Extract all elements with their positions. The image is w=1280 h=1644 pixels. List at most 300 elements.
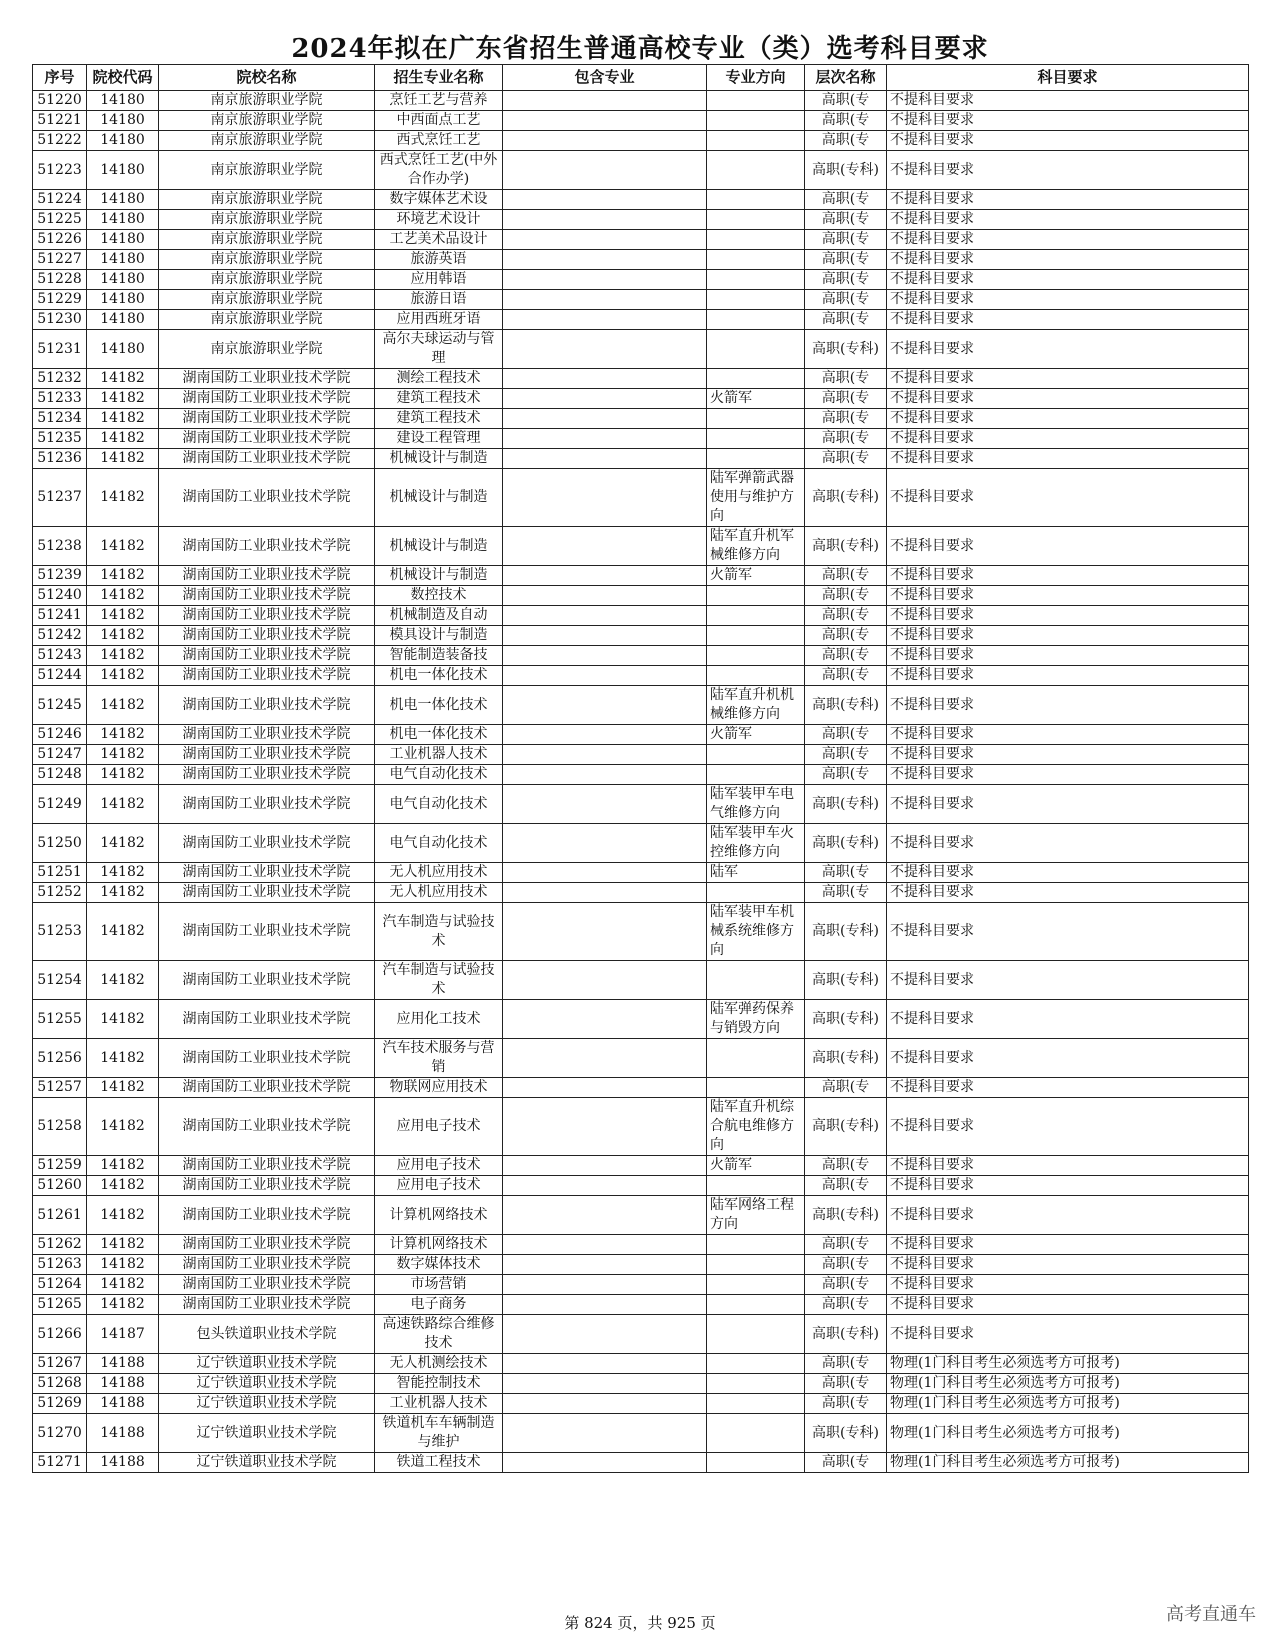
direction-cell: 火箭军 <box>707 566 805 586</box>
major-name-cell: 应用韩语 <box>375 270 503 290</box>
subject-requirement-cell: 不提科目要求 <box>887 1275 1249 1295</box>
school-name-cell: 湖南国防工业职业技术学院 <box>159 449 375 469</box>
school-code-cell: 14182 <box>87 745 159 765</box>
seq-cell: 51265 <box>33 1295 87 1315</box>
included-majors-cell <box>503 1394 707 1414</box>
school-name-cell: 湖南国防工业职业技术学院 <box>159 527 375 566</box>
table-row <box>33 230 1249 250</box>
direction-cell <box>707 1255 805 1275</box>
seq-cell: 51259 <box>33 1156 87 1176</box>
table-row <box>33 449 1249 469</box>
included-majors-cell <box>503 151 707 190</box>
school-name-cell: 湖南国防工业职业技术学院 <box>159 1196 375 1235</box>
major-name-cell: 工艺美术品设计 <box>375 230 503 250</box>
level-cell: 高职(专科) <box>805 1098 887 1156</box>
direction-cell <box>707 1315 805 1354</box>
subject-requirement-cell: 不提科目要求 <box>887 1176 1249 1196</box>
included-majors-cell <box>503 1078 707 1098</box>
school-code-cell: 14182 <box>87 449 159 469</box>
table-row <box>33 1000 1249 1039</box>
school-name-cell: 辽宁铁道职业技术学院 <box>159 1394 375 1414</box>
major-name-cell: 高尔夫球运动与管理 <box>375 330 503 369</box>
major-name-cell: 汽车技术服务与营销 <box>375 1039 503 1078</box>
major-name-cell: 铁道工程技术 <box>375 1453 503 1473</box>
direction-cell <box>707 330 805 369</box>
seq-cell: 51260 <box>33 1176 87 1196</box>
major-name-cell: 工业机器人技术 <box>375 1394 503 1414</box>
major-name-cell: 建设工程管理 <box>375 429 503 449</box>
included-majors-cell <box>503 91 707 111</box>
school-name-cell: 湖南国防工业职业技术学院 <box>159 1098 375 1156</box>
table-row <box>33 151 1249 190</box>
table-row <box>33 1354 1249 1374</box>
direction-cell <box>707 190 805 210</box>
direction-cell <box>707 230 805 250</box>
subject-requirement-cell: 不提科目要求 <box>887 389 1249 409</box>
table-row <box>33 330 1249 369</box>
school-name-cell: 南京旅游职业学院 <box>159 310 375 330</box>
level-cell: 高职(专 <box>805 883 887 903</box>
table-row <box>33 961 1249 1000</box>
direction-cell <box>707 765 805 785</box>
subject-requirement-cell: 不提科目要求 <box>887 626 1249 646</box>
seq-cell: 51269 <box>33 1394 87 1414</box>
school-code-cell: 14180 <box>87 290 159 310</box>
included-majors-cell <box>503 469 707 527</box>
level-cell: 高职(专 <box>805 725 887 745</box>
school-code-cell: 14182 <box>87 1156 159 1176</box>
seq-cell: 51221 <box>33 111 87 131</box>
school-code-cell: 14182 <box>87 586 159 606</box>
included-majors-cell <box>503 1000 707 1039</box>
included-majors-cell <box>503 369 707 389</box>
seq-cell: 51256 <box>33 1039 87 1078</box>
subject-requirement-cell: 不提科目要求 <box>887 91 1249 111</box>
major-name-cell: 市场营销 <box>375 1275 503 1295</box>
major-name-cell: 智能制造装备技 <box>375 646 503 666</box>
table-row <box>33 1098 1249 1156</box>
direction-cell: 陆军装甲车火控维修方向 <box>707 824 805 863</box>
direction-cell <box>707 270 805 290</box>
direction-cell <box>707 666 805 686</box>
subject-requirement-cell: 物理(1门科目考生必须选考方可报考) <box>887 1374 1249 1394</box>
school-name-cell: 南京旅游职业学院 <box>159 111 375 131</box>
table-row <box>33 1315 1249 1354</box>
level-cell: 高职(专 <box>805 250 887 270</box>
school-name-cell: 湖南国防工业职业技术学院 <box>159 586 375 606</box>
school-name-cell: 湖南国防工业职业技术学院 <box>159 745 375 765</box>
table-row <box>33 131 1249 151</box>
direction-cell <box>707 961 805 1000</box>
school-name-cell: 辽宁铁道职业技术学院 <box>159 1414 375 1453</box>
table-row <box>33 666 1249 686</box>
seq-cell: 51245 <box>33 686 87 725</box>
subject-requirement-cell: 不提科目要求 <box>887 190 1249 210</box>
major-name-cell: 机械设计与制造 <box>375 527 503 566</box>
table-row <box>33 1453 1249 1473</box>
level-cell: 高职(专科) <box>805 1039 887 1078</box>
major-name-cell: 应用电子技术 <box>375 1098 503 1156</box>
major-name-cell: 数控技术 <box>375 586 503 606</box>
level-cell: 高职(专 <box>805 1156 887 1176</box>
level-cell: 高职(专 <box>805 409 887 429</box>
seq-cell: 51254 <box>33 961 87 1000</box>
subject-requirement-cell: 不提科目要求 <box>887 765 1249 785</box>
subject-requirement-cell: 不提科目要求 <box>887 1156 1249 1176</box>
included-majors-cell <box>503 330 707 369</box>
included-majors-cell <box>503 785 707 824</box>
major-name-cell: 电气自动化技术 <box>375 765 503 785</box>
table-row <box>33 745 1249 765</box>
school-code-cell: 14182 <box>87 1039 159 1078</box>
table-row <box>33 111 1249 131</box>
included-majors-cell <box>503 210 707 230</box>
school-name-cell: 湖南国防工业职业技术学院 <box>159 369 375 389</box>
subject-requirement-cell: 不提科目要求 <box>887 725 1249 745</box>
seq-cell: 51247 <box>33 745 87 765</box>
table-row <box>33 429 1249 449</box>
table-row <box>33 586 1249 606</box>
subject-requirement-cell: 不提科目要求 <box>887 824 1249 863</box>
school-code-cell: 14180 <box>87 330 159 369</box>
major-name-cell: 应用电子技术 <box>375 1156 503 1176</box>
table-row <box>33 863 1249 883</box>
level-cell: 高职(专科) <box>805 330 887 369</box>
included-majors-cell <box>503 1039 707 1078</box>
col-header-school-name: 院校名称 <box>159 65 375 91</box>
school-code-cell: 14180 <box>87 230 159 250</box>
table-row <box>33 1394 1249 1414</box>
school-name-cell: 南京旅游职业学院 <box>159 290 375 310</box>
seq-cell: 51230 <box>33 310 87 330</box>
direction-cell: 陆军网络工程方向 <box>707 1196 805 1235</box>
level-cell: 高职(专 <box>805 310 887 330</box>
level-cell: 高职(专科) <box>805 1414 887 1453</box>
col-header-seq: 序号 <box>33 65 87 91</box>
subject-requirement-cell: 不提科目要求 <box>887 310 1249 330</box>
school-name-cell: 南京旅游职业学院 <box>159 91 375 111</box>
direction-cell: 陆军直升机综合航电维修方向 <box>707 1098 805 1156</box>
seq-cell: 51235 <box>33 429 87 449</box>
table-row <box>33 626 1249 646</box>
level-cell: 高职(专科) <box>805 151 887 190</box>
direction-cell <box>707 1176 805 1196</box>
included-majors-cell <box>503 409 707 429</box>
subject-requirement-cell: 不提科目要求 <box>887 686 1249 725</box>
school-code-cell: 14188 <box>87 1354 159 1374</box>
direction-cell <box>707 1414 805 1453</box>
subject-requirement-cell: 不提科目要求 <box>887 1255 1249 1275</box>
included-majors-cell <box>503 230 707 250</box>
col-header-major-name: 招生专业名称 <box>375 65 503 91</box>
school-code-cell: 14182 <box>87 369 159 389</box>
major-name-cell: 机电一体化技术 <box>375 725 503 745</box>
included-majors-cell <box>503 527 707 566</box>
school-name-cell: 湖南国防工业职业技术学院 <box>159 785 375 824</box>
seq-cell: 51267 <box>33 1354 87 1374</box>
level-cell: 高职(专 <box>805 745 887 765</box>
table-row <box>33 646 1249 666</box>
subject-requirement-cell: 不提科目要求 <box>887 863 1249 883</box>
school-code-cell: 14180 <box>87 91 159 111</box>
col-header-included-majors: 包含专业 <box>503 65 707 91</box>
table-row <box>33 883 1249 903</box>
level-cell: 高职(专 <box>805 91 887 111</box>
school-name-cell: 湖南国防工业职业技术学院 <box>159 686 375 725</box>
level-cell: 高职(专 <box>805 646 887 666</box>
school-code-cell: 14182 <box>87 765 159 785</box>
major-name-cell: 建筑工程技术 <box>375 409 503 429</box>
included-majors-cell <box>503 429 707 449</box>
included-majors-cell <box>503 824 707 863</box>
subject-requirement-cell: 不提科目要求 <box>887 131 1249 151</box>
included-majors-cell <box>503 1275 707 1295</box>
major-name-cell: 机械设计与制造 <box>375 566 503 586</box>
subject-requirement-cell: 不提科目要求 <box>887 606 1249 626</box>
school-name-cell: 辽宁铁道职业技术学院 <box>159 1453 375 1473</box>
subject-requirement-cell: 不提科目要求 <box>887 903 1249 961</box>
school-code-cell: 14182 <box>87 666 159 686</box>
school-name-cell: 湖南国防工业职业技术学院 <box>159 429 375 449</box>
school-code-cell: 14182 <box>87 961 159 1000</box>
seq-cell: 51249 <box>33 785 87 824</box>
col-header-direction: 专业方向 <box>707 65 805 91</box>
level-cell: 高职(专科) <box>805 1000 887 1039</box>
seq-cell: 51263 <box>33 1255 87 1275</box>
direction-cell: 火箭军 <box>707 1156 805 1176</box>
included-majors-cell <box>503 111 707 131</box>
subject-requirement-cell: 不提科目要求 <box>887 111 1249 131</box>
direction-cell <box>707 1235 805 1255</box>
direction-cell <box>707 1039 805 1078</box>
school-code-cell: 14182 <box>87 1078 159 1098</box>
school-code-cell: 14188 <box>87 1453 159 1473</box>
direction-cell: 陆军装甲车机械系统维修方向 <box>707 903 805 961</box>
major-name-cell: 应用西班牙语 <box>375 310 503 330</box>
school-name-cell: 湖南国防工业职业技术学院 <box>159 1039 375 1078</box>
direction-cell: 陆军 <box>707 863 805 883</box>
school-name-cell: 湖南国防工业职业技术学院 <box>159 409 375 429</box>
school-code-cell: 14182 <box>87 1098 159 1156</box>
included-majors-cell <box>503 1156 707 1176</box>
school-name-cell: 湖南国防工业职业技术学院 <box>159 1078 375 1098</box>
level-cell: 高职(专 <box>805 190 887 210</box>
seq-cell: 51229 <box>33 290 87 310</box>
school-code-cell: 14182 <box>87 1295 159 1315</box>
school-name-cell: 湖南国防工业职业技术学院 <box>159 1235 375 1255</box>
seq-cell: 51241 <box>33 606 87 626</box>
level-cell: 高职(专 <box>805 586 887 606</box>
school-code-cell: 14182 <box>87 686 159 725</box>
subject-requirement-cell: 不提科目要求 <box>887 1000 1249 1039</box>
table-row <box>33 765 1249 785</box>
included-majors-cell <box>503 725 707 745</box>
school-name-cell: 南京旅游职业学院 <box>159 230 375 250</box>
level-cell: 高职(专 <box>805 389 887 409</box>
school-code-cell: 14180 <box>87 250 159 270</box>
direction-cell <box>707 151 805 190</box>
school-name-cell: 南京旅游职业学院 <box>159 210 375 230</box>
seq-cell: 51244 <box>33 666 87 686</box>
major-name-cell: 旅游英语 <box>375 250 503 270</box>
seq-cell: 51233 <box>33 389 87 409</box>
level-cell: 高职(专科) <box>805 686 887 725</box>
included-majors-cell <box>503 1255 707 1275</box>
major-name-cell: 机电一体化技术 <box>375 686 503 725</box>
school-name-cell: 湖南国防工业职业技术学院 <box>159 725 375 745</box>
requirements-table <box>32 64 1249 1473</box>
direction-cell <box>707 290 805 310</box>
seq-cell: 51239 <box>33 566 87 586</box>
included-majors-cell <box>503 1414 707 1453</box>
school-code-cell: 14187 <box>87 1315 159 1354</box>
subject-requirement-cell: 不提科目要求 <box>887 1098 1249 1156</box>
major-name-cell: 中西面点工艺 <box>375 111 503 131</box>
table-row <box>33 824 1249 863</box>
table-row <box>33 903 1249 961</box>
included-majors-cell <box>503 310 707 330</box>
level-cell: 高职(专科) <box>805 961 887 1000</box>
level-cell: 高职(专 <box>805 1295 887 1315</box>
level-cell: 高职(专科) <box>805 824 887 863</box>
major-name-cell: 旅游日语 <box>375 290 503 310</box>
level-cell: 高职(专 <box>805 230 887 250</box>
seq-cell: 51246 <box>33 725 87 745</box>
direction-cell: 陆军弹药保养与销毁方向 <box>707 1000 805 1039</box>
direction-cell <box>707 606 805 626</box>
seq-cell: 51222 <box>33 131 87 151</box>
seq-cell: 51271 <box>33 1453 87 1473</box>
table-row <box>33 566 1249 586</box>
level-cell: 高职(专 <box>805 210 887 230</box>
included-majors-cell <box>503 1295 707 1315</box>
table-row <box>33 1414 1249 1453</box>
school-name-cell: 湖南国防工业职业技术学院 <box>159 824 375 863</box>
col-header-subject-requirement: 科目要求 <box>887 65 1249 91</box>
school-code-cell: 14180 <box>87 310 159 330</box>
table-row <box>33 190 1249 210</box>
direction-cell <box>707 409 805 429</box>
level-cell: 高职(专 <box>805 1078 887 1098</box>
direction-cell <box>707 1374 805 1394</box>
school-code-cell: 14180 <box>87 210 159 230</box>
level-cell: 高职(专科) <box>805 785 887 824</box>
included-majors-cell <box>503 606 707 626</box>
page-number: 第 824 页，共 925 页 <box>564 1614 716 1632</box>
subject-requirement-cell: 物理(1门科目考生必须选考方可报考) <box>887 1394 1249 1414</box>
direction-cell <box>707 131 805 151</box>
school-name-cell: 湖南国防工业职业技术学院 <box>159 389 375 409</box>
table-row <box>33 250 1249 270</box>
table-row <box>33 1255 1249 1275</box>
included-majors-cell <box>503 765 707 785</box>
level-cell: 高职(专 <box>805 1255 887 1275</box>
school-code-cell: 14180 <box>87 190 159 210</box>
school-code-cell: 14180 <box>87 151 159 190</box>
direction-cell: 火箭军 <box>707 389 805 409</box>
seq-cell: 51251 <box>33 863 87 883</box>
major-name-cell: 汽车制造与试验技术 <box>375 903 503 961</box>
direction-cell: 陆军弹箭武器使用与维护方向 <box>707 469 805 527</box>
table-row <box>33 1196 1249 1235</box>
school-name-cell: 南京旅游职业学院 <box>159 330 375 369</box>
col-header-level: 层次名称 <box>805 65 887 91</box>
school-code-cell: 14182 <box>87 1196 159 1235</box>
school-code-cell: 14188 <box>87 1414 159 1453</box>
major-name-cell: 工业机器人技术 <box>375 745 503 765</box>
level-cell: 高职(专 <box>805 1374 887 1394</box>
level-cell: 高职(专 <box>805 429 887 449</box>
seq-cell: 51234 <box>33 409 87 429</box>
seq-cell: 51228 <box>33 270 87 290</box>
major-name-cell: 电子商务 <box>375 1295 503 1315</box>
included-majors-cell <box>503 863 707 883</box>
seq-cell: 51255 <box>33 1000 87 1039</box>
school-name-cell: 湖南国防工业职业技术学院 <box>159 1156 375 1176</box>
seq-cell: 51257 <box>33 1078 87 1098</box>
major-name-cell: 模具设计与制造 <box>375 626 503 646</box>
subject-requirement-cell: 不提科目要求 <box>887 1235 1249 1255</box>
table-row <box>33 91 1249 111</box>
direction-cell <box>707 1295 805 1315</box>
direction-cell: 火箭军 <box>707 725 805 745</box>
seq-cell: 51236 <box>33 449 87 469</box>
included-majors-cell <box>503 903 707 961</box>
table-row <box>33 290 1249 310</box>
subject-requirement-cell: 不提科目要求 <box>887 1039 1249 1078</box>
school-name-cell: 湖南国防工业职业技术学院 <box>159 1255 375 1275</box>
table-row <box>33 527 1249 566</box>
subject-requirement-cell: 物理(1门科目考生必须选考方可报考) <box>887 1414 1249 1453</box>
direction-cell: 陆军装甲车电气维修方向 <box>707 785 805 824</box>
level-cell: 高职(专 <box>805 566 887 586</box>
table-row <box>33 606 1249 626</box>
direction-cell: 陆军直升机机械维修方向 <box>707 686 805 725</box>
major-name-cell: 无人机应用技术 <box>375 883 503 903</box>
included-majors-cell <box>503 1453 707 1473</box>
school-code-cell: 14180 <box>87 131 159 151</box>
included-majors-cell <box>503 626 707 646</box>
major-name-cell: 铁道机车车辆制造与维护 <box>375 1414 503 1453</box>
school-code-cell: 14182 <box>87 646 159 666</box>
subject-requirement-cell: 不提科目要求 <box>887 666 1249 686</box>
subject-requirement-cell: 不提科目要求 <box>887 961 1249 1000</box>
level-cell: 高职(专 <box>805 1176 887 1196</box>
included-majors-cell <box>503 250 707 270</box>
level-cell: 高职(专 <box>805 765 887 785</box>
seq-cell: 51268 <box>33 1374 87 1394</box>
included-majors-cell <box>503 131 707 151</box>
table-row <box>33 210 1249 230</box>
direction-cell <box>707 1078 805 1098</box>
subject-requirement-cell: 不提科目要求 <box>887 330 1249 369</box>
level-cell: 高职(专科) <box>805 1196 887 1235</box>
level-cell: 高职(专 <box>805 1394 887 1414</box>
school-name-cell: 湖南国防工业职业技术学院 <box>159 1295 375 1315</box>
watermark-text: 高考直通车 <box>1166 1604 1256 1625</box>
direction-cell <box>707 91 805 111</box>
subject-requirement-cell: 不提科目要求 <box>887 883 1249 903</box>
level-cell: 高职(专科) <box>805 527 887 566</box>
included-majors-cell <box>503 1098 707 1156</box>
level-cell: 高职(专 <box>805 666 887 686</box>
level-cell: 高职(专 <box>805 1453 887 1473</box>
seq-cell: 51220 <box>33 91 87 111</box>
direction-cell <box>707 1394 805 1414</box>
direction-cell <box>707 1453 805 1473</box>
school-code-cell: 14182 <box>87 1275 159 1295</box>
subject-requirement-cell: 不提科目要求 <box>887 151 1249 190</box>
